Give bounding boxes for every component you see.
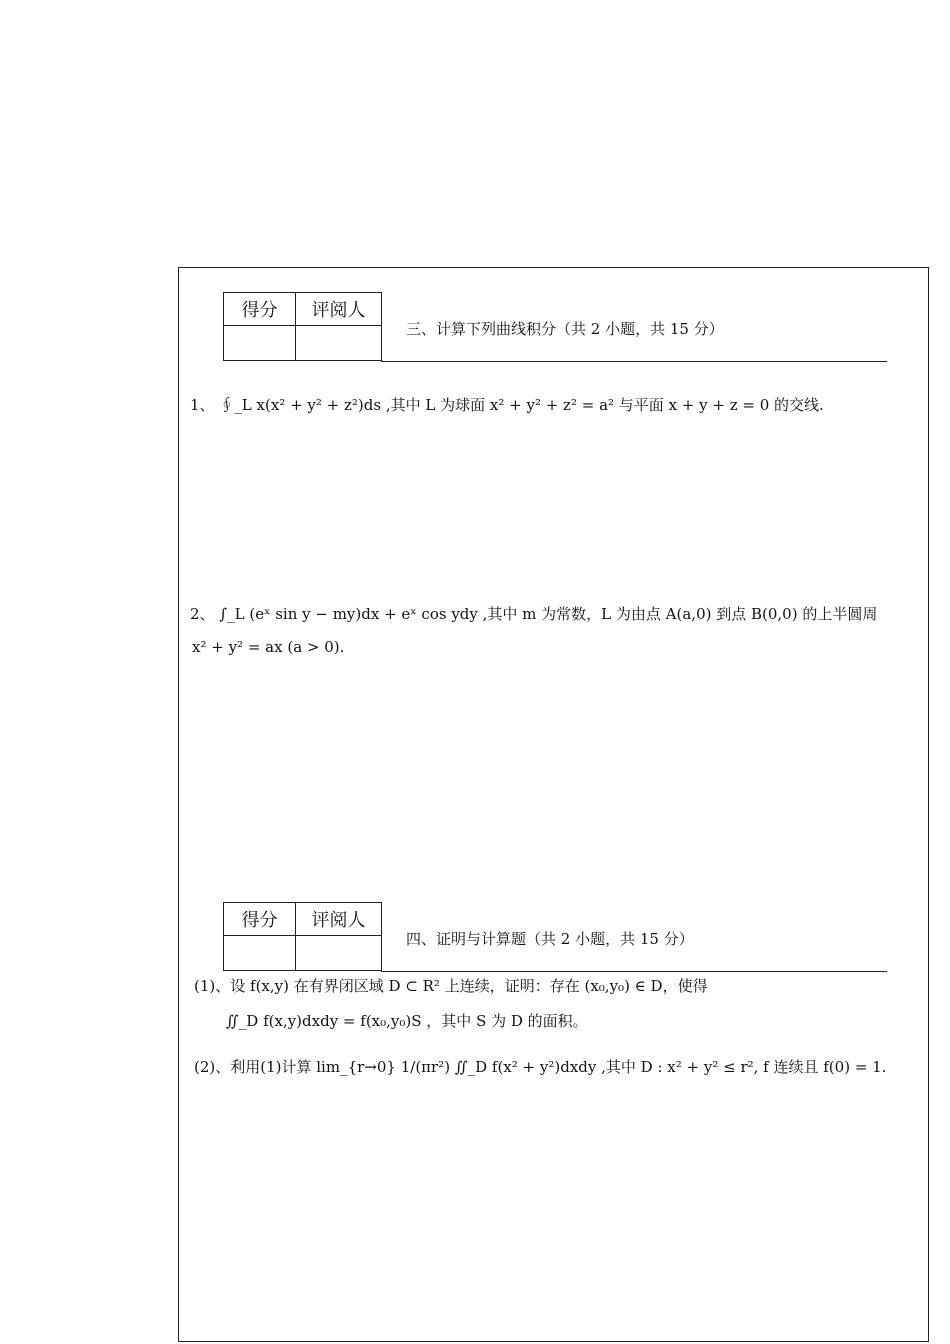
question-1: 1、 ∮_L x(x² + y² + z²)ds ,其中 L 为球面 x² + y² + z² = a² 与平面 x + y + z = 0 的交线.: [190, 396, 824, 414]
grader-header: 评阅人: [296, 293, 382, 326]
section3-divider: [381, 361, 887, 362]
score-header: 得分: [224, 903, 296, 936]
section4-title: 四、证明与计算题（共 2 小题，共 15 分）: [406, 930, 694, 948]
grader-cell[interactable]: [296, 326, 382, 361]
section3-title: 三、计算下列曲线积分（共 2 小题，共 15 分）: [406, 320, 724, 338]
exam-frame: [178, 267, 929, 1342]
score-cell[interactable]: [224, 936, 296, 971]
score-table-section3: [223, 292, 382, 361]
score-table-section4: [223, 902, 382, 971]
problem-1-line2: ∬_D f(x,y)dxdy = f(x₀,y₀)S ，其中 S 为 D 的面积。: [226, 1012, 588, 1030]
problem-2: (2)、利用(1)计算 lim_{r→0} 1/(πr²) ∬_D f(x² + y²)dxdy ,其中 D : x² + y² ≤ r², f 连续且 f(0) = 1.: [194, 1058, 887, 1076]
grader-cell[interactable]: [296, 936, 382, 971]
grader-header: 评阅人: [296, 903, 382, 936]
score-cell[interactable]: [224, 326, 296, 361]
question-2-line2: x² + y² = ax (a > 0).: [192, 638, 345, 656]
section4-divider: [381, 971, 887, 972]
question-2-line1: 2、 ∫_L (eˣ sin y − my)dx + eˣ cos ydy ,其中 m 为常数，L 为由点 A(a,0) 到点 B(0,0) 的上半圆周: [190, 605, 878, 623]
problem-1-line1: (1)、设 f(x,y) 在有界闭区域 D ⊂ R² 上连续，证明：存在 (x₀,y₀) ∈ D，使得: [194, 977, 708, 995]
score-header: 得分: [224, 293, 296, 326]
